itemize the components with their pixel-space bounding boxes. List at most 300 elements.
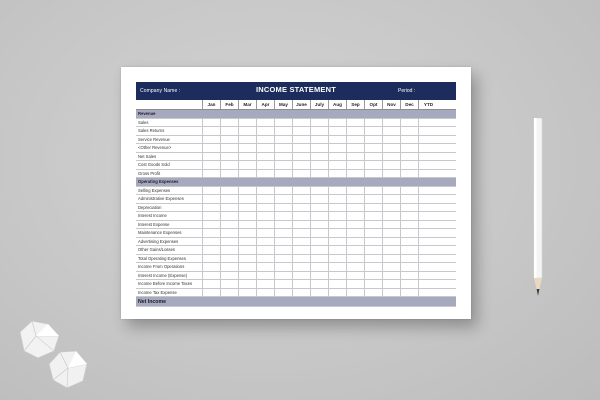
value-cell [220, 119, 238, 127]
value-cell [274, 221, 292, 229]
value-cell [328, 153, 346, 161]
value-cell [202, 238, 220, 246]
value-cell [328, 272, 346, 280]
row-label: Income Tax Expense [138, 289, 177, 295]
table-row [136, 187, 456, 196]
value-cell [220, 272, 238, 280]
value-cell [418, 136, 438, 144]
value-cell [310, 161, 328, 169]
value-cell [310, 153, 328, 161]
value-cell [256, 280, 274, 288]
value-cell [256, 110, 274, 118]
value-cell [310, 289, 328, 297]
value-cell [274, 178, 292, 186]
value-cell [202, 272, 220, 280]
month-header-may: May [274, 100, 292, 109]
value-cell [418, 161, 438, 169]
value-cell [202, 178, 220, 186]
value-cell [364, 297, 382, 306]
value-cell [256, 297, 274, 306]
value-cell [346, 187, 364, 195]
value-cell [274, 204, 292, 212]
value-cell [202, 119, 220, 127]
value-cell [202, 136, 220, 144]
value-cell [220, 195, 238, 203]
month-header-opt: Opt [364, 100, 382, 109]
value-cell [328, 212, 346, 220]
value-cell [346, 280, 364, 288]
value-cell [256, 221, 274, 229]
value-cell [328, 229, 346, 237]
value-cell [328, 255, 346, 263]
value-cell [274, 263, 292, 271]
value-cell [346, 255, 364, 263]
table-row [136, 212, 456, 221]
value-cell [238, 221, 256, 229]
value-cell [292, 170, 310, 178]
row-label: Sales [138, 119, 149, 125]
row-label: Selling Expenses [138, 187, 171, 193]
row-label: Income From Operations [138, 264, 185, 269]
income-statement-sheet [121, 67, 471, 319]
value-cell [382, 187, 400, 195]
value-cell [346, 272, 364, 280]
value-cell [220, 161, 238, 169]
value-cell [400, 297, 418, 306]
value-cell [274, 212, 292, 220]
value-cell [256, 272, 274, 280]
value-cell [220, 144, 238, 152]
value-cell [328, 178, 346, 186]
value-cell [400, 238, 418, 246]
value-cell [400, 204, 418, 212]
table-row [136, 246, 456, 255]
value-cell [400, 110, 418, 118]
value-cell [364, 136, 382, 144]
month-header-nov: Nov [382, 100, 400, 109]
month-header-jan: Jan [202, 100, 220, 109]
value-cell [202, 153, 220, 161]
value-cell [346, 178, 364, 186]
value-cell [220, 246, 238, 254]
value-cell [310, 144, 328, 152]
value-cell [400, 170, 418, 178]
value-cell [400, 263, 418, 271]
value-cell [310, 204, 328, 212]
value-cell [382, 229, 400, 237]
value-cell [364, 119, 382, 127]
value-cell [346, 289, 364, 297]
value-cell [328, 170, 346, 178]
value-cell [382, 280, 400, 288]
value-cell [418, 204, 438, 212]
value-cell [382, 238, 400, 246]
value-cell [328, 221, 346, 229]
label-column-header [136, 100, 202, 109]
value-cell [220, 289, 238, 297]
value-cell [364, 246, 382, 254]
value-cell [382, 170, 400, 178]
value-cell [310, 263, 328, 271]
value-cell [382, 204, 400, 212]
value-cell [292, 238, 310, 246]
value-cell [382, 212, 400, 220]
value-cell [400, 187, 418, 195]
month-header-apr: Apr [256, 100, 274, 109]
value-cell [202, 263, 220, 271]
value-cell [418, 263, 438, 271]
value-cell [364, 170, 382, 178]
row-label: Interest Income [138, 213, 167, 218]
value-cell [310, 221, 328, 229]
value-cell [364, 153, 382, 161]
value-cell [202, 297, 220, 306]
value-cell [400, 289, 418, 297]
value-cell [274, 195, 292, 203]
value-cell [256, 229, 274, 237]
value-cell [382, 246, 400, 254]
value-cell [202, 144, 220, 152]
value-cell [238, 153, 256, 161]
value-cell [400, 136, 418, 144]
value-cell [292, 204, 310, 212]
value-cell [274, 272, 292, 280]
value-cell [238, 119, 256, 127]
value-cell [274, 297, 292, 306]
value-cell [310, 127, 328, 135]
value-cell [418, 289, 438, 297]
value-cell [382, 289, 400, 297]
table-row [136, 229, 456, 238]
value-cell [382, 119, 400, 127]
value-cell [292, 161, 310, 169]
value-cell [202, 161, 220, 169]
value-cell [418, 127, 438, 135]
value-cell [202, 221, 220, 229]
value-cell [382, 272, 400, 280]
row-label: Revenue [138, 111, 156, 116]
value-cell [382, 144, 400, 152]
table-row [136, 280, 456, 289]
value-cell [238, 136, 256, 144]
row-label: Depreciation [138, 204, 162, 210]
value-cell [220, 204, 238, 212]
value-cell [328, 280, 346, 288]
value-cell [202, 289, 220, 297]
value-cell [238, 127, 256, 135]
value-cell [220, 153, 238, 161]
value-cell [346, 238, 364, 246]
value-cell [220, 297, 238, 306]
table-row [136, 144, 456, 153]
row-label: Gross Profit [138, 170, 161, 176]
value-cell [328, 161, 346, 169]
value-cell [346, 195, 364, 203]
value-cell [346, 144, 364, 152]
value-cell [328, 289, 346, 297]
value-cell [364, 289, 382, 297]
value-cell [220, 280, 238, 288]
value-cell [310, 238, 328, 246]
table-row [136, 204, 456, 213]
row-label: Maintenance Expenses [138, 230, 182, 235]
value-cell [346, 170, 364, 178]
value-cell [328, 136, 346, 144]
value-cell [328, 127, 346, 135]
value-cell [400, 178, 418, 186]
value-cell [328, 297, 346, 306]
value-cell [274, 161, 292, 169]
value-cell [346, 229, 364, 237]
value-cell [418, 238, 438, 246]
value-cell [364, 255, 382, 263]
month-header-row [136, 100, 456, 110]
value-cell [292, 110, 310, 118]
row-label: Other Gains/Losses [138, 247, 176, 252]
value-cell [364, 127, 382, 135]
value-cell [238, 204, 256, 212]
value-cell [292, 229, 310, 237]
row-label: <Other Revenue> [138, 145, 172, 150]
value-cell [418, 221, 438, 229]
value-cell [382, 178, 400, 186]
value-cell [292, 119, 310, 127]
value-cell [220, 178, 238, 186]
row-label: Cost Goods Sold [138, 162, 170, 167]
value-cell [292, 263, 310, 271]
value-cell [202, 204, 220, 212]
month-header-mar: Mar [238, 100, 256, 109]
value-cell [310, 119, 328, 127]
row-label: Net Income [138, 299, 166, 305]
value-cell [364, 280, 382, 288]
value-cell [346, 136, 364, 144]
statement-title: INCOME STATEMENT [255, 85, 336, 94]
value-cell [400, 229, 418, 237]
value-cell [292, 246, 310, 254]
value-cell [256, 187, 274, 195]
table-row [136, 119, 456, 128]
value-cell [238, 170, 256, 178]
month-header-dec: Dec [400, 100, 418, 109]
value-cell [328, 204, 346, 212]
table-row [136, 255, 456, 264]
value-cell [310, 212, 328, 220]
table-row [136, 127, 456, 136]
value-cell [238, 161, 256, 169]
table-row [136, 161, 456, 170]
value-cell [364, 110, 382, 118]
value-cell [346, 212, 364, 220]
value-cell [328, 263, 346, 271]
value-cell [202, 110, 220, 118]
value-cell [364, 212, 382, 220]
pencil-icon [532, 118, 546, 303]
row-label: Net Sales [138, 153, 157, 159]
period-label: Period : [398, 88, 416, 94]
value-cell [238, 255, 256, 263]
value-cell [382, 161, 400, 169]
value-cell [274, 255, 292, 263]
value-cell [382, 110, 400, 118]
value-cell [292, 153, 310, 161]
value-cell [238, 229, 256, 237]
crumpled-paper-icon [46, 348, 90, 390]
value-cell [310, 246, 328, 254]
value-cell [328, 110, 346, 118]
value-cell [256, 255, 274, 263]
table-row [136, 238, 456, 247]
value-cell [400, 255, 418, 263]
month-header-sep: Sep [346, 100, 364, 109]
value-cell [256, 161, 274, 169]
value-cell [382, 153, 400, 161]
section-row [136, 178, 456, 187]
value-cell [256, 195, 274, 203]
month-header-feb: Feb [220, 100, 238, 109]
value-cell [400, 119, 418, 127]
value-cell [328, 195, 346, 203]
row-label: Total Operating Expenses [138, 255, 186, 261]
value-cell [346, 297, 364, 306]
row-label: Service Revenue [138, 136, 170, 142]
value-cell [418, 187, 438, 195]
value-cell [256, 170, 274, 178]
value-cell [238, 187, 256, 195]
value-cell [400, 221, 418, 229]
value-cell [220, 187, 238, 195]
row-label: Advertising Expenses [138, 238, 179, 244]
value-cell [292, 297, 310, 306]
row-label: Interest Expense [138, 221, 170, 227]
value-cell [238, 263, 256, 271]
value-cell [256, 178, 274, 186]
value-cell [274, 136, 292, 144]
value-cell [220, 255, 238, 263]
value-cell [292, 187, 310, 195]
value-cell [382, 263, 400, 271]
value-cell [274, 229, 292, 237]
value-cell [418, 229, 438, 237]
row-label: Operating Expenses [138, 179, 179, 184]
value-cell [382, 195, 400, 203]
table-row [136, 170, 456, 179]
value-cell [418, 246, 438, 254]
value-cell [364, 238, 382, 246]
value-cell [364, 272, 382, 280]
value-cell [274, 246, 292, 254]
value-cell [310, 110, 328, 118]
value-cell [364, 187, 382, 195]
value-cell [400, 280, 418, 288]
value-cell [364, 221, 382, 229]
value-cell [418, 255, 438, 263]
value-cell [346, 221, 364, 229]
value-cell [220, 110, 238, 118]
value-cell [310, 178, 328, 186]
value-cell [364, 195, 382, 203]
value-cell [364, 263, 382, 271]
value-cell [346, 110, 364, 118]
value-cell [292, 195, 310, 203]
value-cell [256, 119, 274, 127]
table-row [136, 195, 456, 204]
value-cell [220, 170, 238, 178]
value-cell [256, 212, 274, 220]
value-cell [418, 280, 438, 288]
value-cell [238, 144, 256, 152]
value-cell [364, 161, 382, 169]
value-cell [256, 263, 274, 271]
value-cell [238, 289, 256, 297]
value-cell [274, 153, 292, 161]
value-cell [364, 144, 382, 152]
value-cell [310, 280, 328, 288]
value-cell [292, 136, 310, 144]
table-row [136, 289, 456, 298]
value-cell [382, 221, 400, 229]
value-cell [346, 127, 364, 135]
value-cell [328, 144, 346, 152]
value-cell [274, 238, 292, 246]
value-cell [346, 153, 364, 161]
value-cell [256, 144, 274, 152]
value-cell [238, 272, 256, 280]
value-cell [418, 212, 438, 220]
value-cell [202, 212, 220, 220]
row-label: Interest Income (Expense) [138, 272, 188, 278]
value-cell [256, 246, 274, 254]
table-row [136, 153, 456, 162]
value-cell [238, 110, 256, 118]
value-cell [418, 153, 438, 161]
table-row [136, 136, 456, 145]
value-cell [220, 127, 238, 135]
value-cell [418, 110, 438, 118]
value-cell [256, 289, 274, 297]
value-cell [274, 187, 292, 195]
value-cell [292, 289, 310, 297]
value-cell [202, 187, 220, 195]
value-cell [292, 212, 310, 220]
value-cell [310, 255, 328, 263]
statement-header [136, 82, 456, 100]
value-cell [256, 204, 274, 212]
value-cell [220, 229, 238, 237]
value-cell [202, 195, 220, 203]
value-cell [238, 178, 256, 186]
value-cell [418, 144, 438, 152]
value-cell [400, 144, 418, 152]
value-cell [292, 280, 310, 288]
value-cell [202, 170, 220, 178]
value-cell [364, 204, 382, 212]
value-cell [346, 246, 364, 254]
value-cell [418, 178, 438, 186]
value-cell [364, 229, 382, 237]
row-label: Sales Returns [138, 128, 165, 133]
statement-content [136, 82, 456, 307]
value-cell [292, 144, 310, 152]
value-cell [220, 212, 238, 220]
value-cell [328, 238, 346, 246]
value-cell [238, 280, 256, 288]
value-cell [310, 136, 328, 144]
value-cell [202, 229, 220, 237]
value-cell [418, 272, 438, 280]
statement-rows [136, 110, 456, 307]
value-cell [346, 263, 364, 271]
